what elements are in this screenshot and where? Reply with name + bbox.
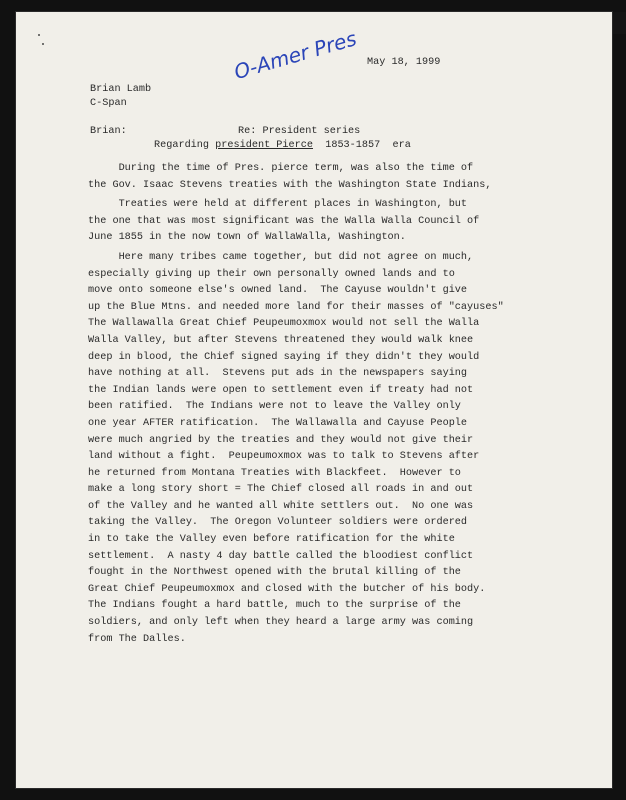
body-line: fought in the Northwest opened with the brutal killing of the bbox=[88, 567, 461, 579]
regarding-subject: president Pierce bbox=[215, 140, 313, 151]
body-line: Treaties were held at different places in Washington, but bbox=[88, 199, 468, 211]
letter-date: May 18, 1999 bbox=[367, 57, 441, 68]
body-line: soldiers, and only left when they heard a large army was coming bbox=[88, 617, 474, 629]
body-line: taking the Valley. The Oregon Volunteer soldiers were ordered bbox=[88, 517, 468, 529]
body-line: Here many tribes came together, but did not agree on much, bbox=[88, 251, 474, 263]
body-line: The Indians fought a hard battle, much to the surprise of the bbox=[88, 600, 461, 612]
body-line: land without a fight. Peupeumoxmox was to talk to Stevens after bbox=[88, 451, 480, 463]
re-text: President series bbox=[262, 126, 361, 137]
body-line: have nothing at all. Stevens put ads in the newspapers saying bbox=[88, 368, 468, 380]
recipient-name: Brian Lamb bbox=[90, 84, 152, 95]
regarding-suffix: era bbox=[392, 140, 411, 151]
speck bbox=[38, 34, 40, 36]
page-edge-tab bbox=[612, 12, 626, 34]
regarding-years: 1853-1857 bbox=[325, 140, 381, 151]
body-line: one year AFTER ratification. The Wallawalla and Cayuse People bbox=[88, 417, 468, 429]
body-line: move onto someone else's owned land. The Cayuse wouldn't give bbox=[88, 285, 468, 297]
body-line: settlement. A nasty 4 day battle called the bloodiest conflict bbox=[88, 550, 474, 562]
handwritten-annotation: O-Amer Pres bbox=[231, 26, 360, 84]
letter-page bbox=[16, 12, 612, 788]
body-line: were much angried by the treaties and they would not give their bbox=[88, 434, 474, 446]
re-label: Re: bbox=[238, 126, 257, 137]
letter-body bbox=[88, 161, 568, 648]
regarding-line bbox=[154, 138, 411, 153]
body-line: the Indian lands were open to settlement even if treaty had not bbox=[88, 384, 474, 396]
body-line: the Gov. Isaac Stevens treaties with the Washington State Indians, bbox=[88, 179, 492, 191]
body-line: Great Chief Peupeumoxmox and closed with the butcher of his body. bbox=[88, 583, 486, 595]
recipient-org: C-Span bbox=[90, 98, 127, 109]
body-line: The Wallawalla Great Chief Peupeumoxmox would not sell the Walla bbox=[88, 318, 480, 330]
body-line: in to take the Valley even before ratification for the white bbox=[88, 534, 455, 546]
body-line: Walla Valley, but after Stevens threatened they would walk knee bbox=[88, 334, 474, 346]
body-line: been ratified. The Indians were not to leave the Valley only bbox=[88, 401, 461, 413]
body-line: up the Blue Mtns. and needed more land for their masses of "cayuses" bbox=[88, 301, 504, 313]
body-line: he returned from Montana Treaties with Blackfeet. However to bbox=[88, 467, 461, 479]
body-line: June 1855 in the now town of WallaWalla, Washington. bbox=[88, 232, 406, 244]
body-line: the one that was most significant was the Walla Walla Council of bbox=[88, 215, 480, 227]
body-line: from The Dalles. bbox=[88, 633, 186, 645]
body-line: deep in blood, the Chief signed saying if they didn't they would bbox=[88, 351, 480, 363]
speck bbox=[42, 43, 44, 45]
regarding-prefix: Regarding bbox=[154, 140, 210, 151]
body-line: make a long story short = The Chief closed all roads in and out bbox=[88, 484, 474, 496]
body-line: of the Valley and he wanted all white settlers out. No one was bbox=[88, 500, 474, 512]
salutation: Brian: bbox=[90, 126, 127, 137]
re-line bbox=[238, 124, 360, 139]
body-line: especially giving up their own personally owned lands and to bbox=[88, 268, 455, 280]
body-line: During the time of Pres. pierce term, was also the time of bbox=[88, 163, 474, 174]
